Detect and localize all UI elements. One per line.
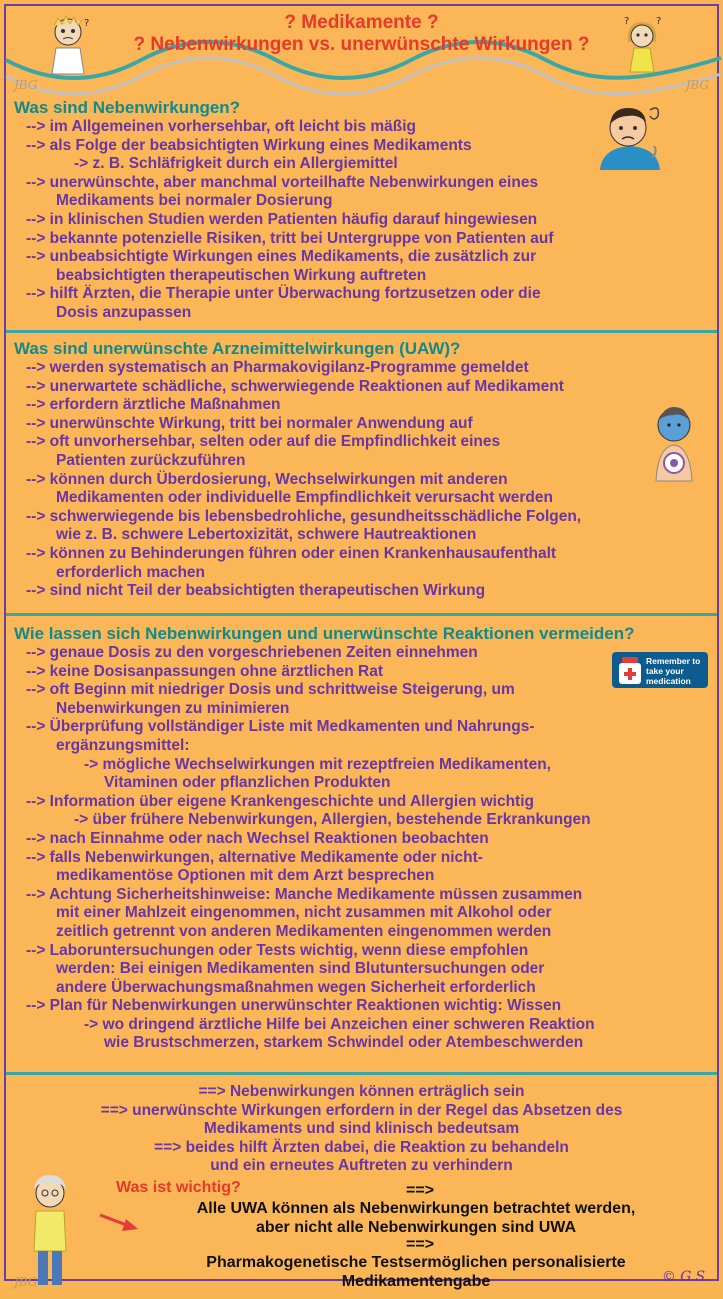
list-item: --> schwerwiegende bis lebensbedrohliche, gesundheitsschädliche Folgen,	[26, 507, 582, 525]
svg-text:?: ?	[656, 16, 662, 27]
list-item: mit einer Mahlzeit eingenommen, nicht zusammen mit Alkohol oder	[56, 904, 552, 922]
list-item: --> Plan für Nebenwirkungen unerwünschter Reaktionen wichtig: Wissen	[26, 997, 562, 1015]
list-item: werden: Bei einigen Medikamenten sind Blutuntersuchungen oder	[56, 960, 545, 978]
list-item: --> im Allgemeinen vorhersehbar, oft leicht bis mäßig	[26, 118, 417, 135]
summary-line: ==> Nebenwirkungen können erträglich sein	[198, 1083, 525, 1100]
list-item: --> oft Beginn mit niedriger Dosis und schrittweise Steigerung, um	[26, 681, 515, 699]
list-item: --> Laboruntersuchungen oder Tests wichtig, wenn diese empfohlen	[26, 941, 529, 959]
arrow-marker: ==>	[406, 1236, 435, 1253]
list-item: Dosis anzupassen	[56, 303, 192, 321]
section-side-effects	[6, 98, 717, 330]
list-item: --> oft unvorhersehbar, selten oder auf die Empfindlichkeit eines	[26, 433, 501, 451]
elderly-man-icon	[20, 1171, 80, 1289]
list-item: --> unbeabsichtigte Wirkungen eines Medikaments, die zusätzlich zur	[26, 248, 537, 266]
list-item: -> mögliche Wechselwirkungen mit rezeptfreien Medikamenten,	[84, 755, 551, 773]
section-summary	[6, 1075, 717, 1299]
list-item: --> sind nicht Teil der beabsichtigten therapeutischen Wirkung	[26, 582, 486, 600]
pill-bottle-icon	[616, 655, 644, 685]
list-item: --> genaue Dosis zu den vorgeschriebenen Zeiten einnehmen	[26, 644, 478, 661]
list-item: --> Überprüfung vollständiger Liste mit Medkamenten und Nahrungs-	[26, 718, 535, 736]
red-arrow-icon	[98, 1211, 142, 1233]
list-item: Medikaments bei normaler Dosierung	[56, 192, 333, 210]
confused-doctor-icon	[44, 14, 92, 76]
list-item: Patienten zurückzuführen	[56, 451, 246, 469]
signature-right: JBG	[685, 78, 709, 92]
list-item: --> falls Nebenwirkungen, alternative Medikamente oder nicht-	[26, 848, 483, 866]
signature-left: JBG	[14, 78, 38, 92]
confused-woman-icon	[618, 16, 666, 74]
section-adverse-reactions	[6, 333, 717, 613]
svg-text:?: ?	[84, 18, 90, 29]
list-item: Nebenwirkungen zu minimieren	[56, 699, 290, 717]
list-item: andere Überwachungsmaßnahmen wegen Sicherheit erforderlich	[56, 978, 536, 996]
section-prevention	[6, 616, 717, 1072]
key-statement-4: Medikamentengabe	[341, 1273, 491, 1290]
list-item: --> in klinischen Studien werden Patienten häufig darauf hingewiesen	[26, 210, 538, 228]
list-item: --> Achtung Sicherheitshinweise: Manche Medikamente müssen zusammen	[26, 885, 583, 903]
important-label: Was ist wichtig?	[116, 1179, 241, 1196]
list-item: --> nach Einnahme oder nach Wechsel Reaktionen beobachten	[26, 829, 489, 847]
list-item: --> werden systematisch an Pharmakovigilanz-Programme gemeldet	[26, 359, 529, 376]
list-item: Vitaminen oder pflanzlichen Produkten	[104, 774, 391, 792]
list-item: erforderlich machen	[56, 563, 206, 581]
header	[6, 6, 717, 98]
list-item: --> als Folge der beabsichtigten Wirkung eines Medikaments	[26, 136, 472, 154]
coughing-person-icon	[646, 403, 702, 483]
list-item: wie Brustschmerzen, starkem Schwindel oder Atembeschwerden	[104, 1034, 584, 1052]
list-item: wie z. B. schwere Lebertoxizität, schwere Hautreaktionen	[56, 526, 477, 544]
list-item: --> hilft Ärzten, die Therapie unter Überwachung fortzusetzen oder die	[26, 285, 541, 303]
infographic-page	[4, 4, 719, 1290]
list-item: --> erfordern ärztliche Maßnahmen	[26, 396, 281, 414]
reminder-text: Remember to take your medication	[646, 656, 701, 686]
sub-title: ? Nebenwirkungen vs. unerwünschte Wirkungen ?	[133, 34, 590, 55]
list-item: --> unerwünschte Wirkung, tritt bei normaler Anwendung auf	[26, 414, 473, 432]
section3-heading: Wie lassen sich Nebenwirkungen und unerwünschte Reaktionen vermeiden?	[14, 624, 635, 643]
list-item: zeitlich getrennt von anderen Medikamenten eingenommen werden	[56, 922, 552, 940]
list-item: --> keine Dosisanpassungen ohne ärztlichen Rat	[26, 662, 384, 680]
summary-line: und ein erneutes Auftreten zu verhindern	[210, 1157, 513, 1175]
main-title: ? Medikamente ?	[284, 12, 439, 33]
list-item: --> können zu Behinderungen führen oder einen Krankenhausaufenthalt	[26, 544, 557, 562]
key-statement-2: aber nicht alle Nebenwirkungen sind UWA	[255, 1219, 577, 1236]
list-item: -> z. B. Schläfrigkeit durch ein Allergiemittel	[74, 155, 398, 173]
list-item: -> über frühere Nebenwirkungen, Allergien, bestehende Erkrankungen	[74, 811, 591, 829]
list-item: --> bekannte potenzielle Risiken, tritt bei Untergruppe von Patienten auf	[26, 229, 554, 247]
list-item: ergänzungsmittel:	[56, 736, 190, 754]
key-statement-3: Pharmakogenetische Testsermöglichen personalisierte	[206, 1254, 626, 1271]
svg-text:?: ?	[624, 16, 630, 27]
summary-line: ==> unerwünschte Wirkungen erfordern in der Regel das Absetzen des	[100, 1101, 623, 1119]
list-item: medikamentöse Optionen mit dem Arzt besprechen	[56, 867, 435, 885]
list-item: --> unerwünschte, aber manchmal vorteilhafte Nebenwirkungen eines	[26, 173, 539, 191]
signature-bottom: JBG	[14, 1275, 38, 1289]
medication-reminder-badge	[612, 652, 708, 688]
copyright-mark: © G.S.	[661, 1269, 709, 1285]
summary-line: ==> beides hilft Ärzten dabei, die Reaktion zu behandeln	[154, 1138, 569, 1156]
list-item: beabsichtigten therapeutischen Wirkung auftreten	[56, 266, 427, 284]
list-item: --> Information über eigene Krankengeschichte und Allergien wichtig	[26, 792, 534, 810]
section2-heading: Was sind unerwünschte Arzneimittelwirkungen (UAW)?	[14, 339, 461, 358]
arrow-marker: ==>	[406, 1182, 435, 1199]
key-statement-1: Alle UWA können als Nebenwirkungen betrachtet werden,	[196, 1200, 636, 1217]
list-item: -> wo dringend ärztliche Hilfe bei Anzeichen einer schweren Reaktion	[84, 1015, 595, 1033]
list-item: Medikamenten oder individuelle Empfindlichkeit verursacht werden	[56, 489, 553, 507]
summary-line: Medikaments und sind klinisch bedeutsam	[203, 1120, 520, 1138]
list-item: --> können durch Überdosierung, Wechselwirkungen mit anderen	[26, 470, 508, 488]
sick-person-icon	[594, 100, 666, 172]
section1-heading: Was sind Nebenwirkungen?	[14, 98, 241, 117]
list-item: --> unerwartete schädliche, schwerwiegende Reaktionen auf Medikament	[26, 377, 564, 395]
